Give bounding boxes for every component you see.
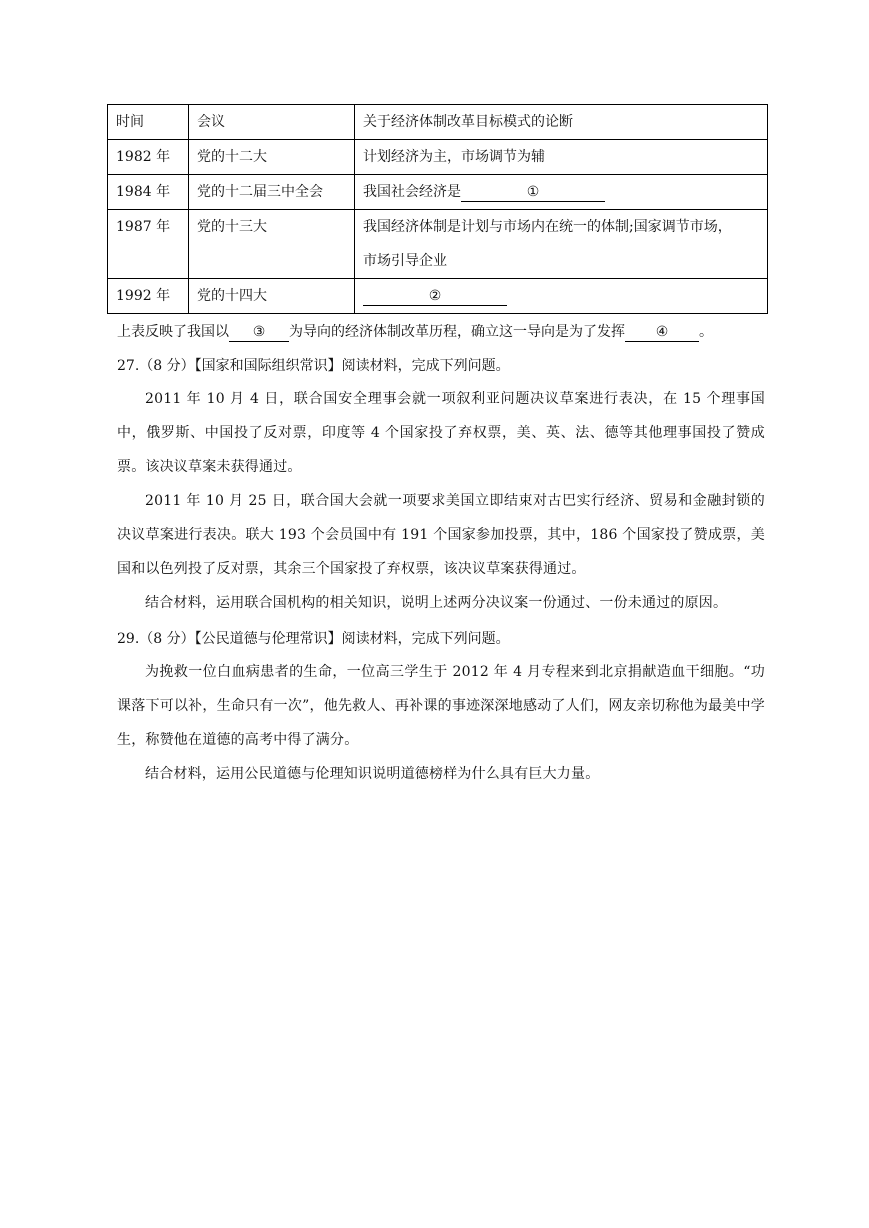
summary-text-3: 。 (699, 324, 713, 340)
row-statement: 计划经济为主，市场调节为辅 (355, 140, 768, 175)
table-row (108, 279, 768, 314)
row-year: 1982 年 (108, 140, 189, 175)
row-meeting: 党的十二大 (189, 140, 355, 175)
row-meeting: 党的十四大 (189, 279, 355, 314)
statement-prefix: 我国社会经济是 (363, 184, 461, 200)
summary-text-2: 为导向的经济体制改革历程，确立这一导向是为了发挥 (289, 324, 625, 340)
summary-text-1: 上表反映了我国以 (117, 324, 229, 340)
table-row (108, 140, 768, 175)
fill-blank-2[interactable]: ② (363, 287, 507, 306)
question-27-material-2: 2011 年 10 月 25 日，联合国大会就一项要求美国立即结束对古巴实行经济、贸易和金融封锁的决议草案进行表决。联大 193 个会员国中有 191 个国家参加投票，其中，186 个国家投了赞成票，美国和以色列投了反对票，其余三个国家投了弃权票，该决议草案获得通过。 (117, 493, 765, 577)
row-year: 1987 年 (108, 210, 189, 279)
header-statement: 关于经济体制改革目标模式的论断 (355, 105, 768, 140)
fill-blank-3[interactable]: ③ (229, 323, 289, 342)
fill-blank-1[interactable]: ① (461, 183, 605, 202)
row-year: 1984 年 (108, 175, 189, 210)
row-statement (355, 210, 768, 279)
row-year: 1992 年 (108, 279, 189, 314)
question-27-material-1: 2011 年 10 月 4 日，联合国安全理事会就一项叙利亚问题决议草案进行表决，在 15 个理事国中，俄罗斯、中国投了反对票，印度等 4 个国家投了弃权票，美、英、法、德等其他理事国投了赞成票。该决议草案未获得通过。 (117, 391, 765, 475)
row-meeting: 党的十二届三中全会 (189, 175, 355, 210)
reform-table (107, 104, 768, 314)
question-29-prompt: 结合材料，运用公民道德与伦理知识说明道德榜样为什么具有巨大力量。 (145, 766, 600, 782)
question-29-heading: 29.（8 分）【公民道德与伦理常识】阅读材料，完成下列问题。 (117, 631, 510, 647)
statement-line-2: 市场引导企业 (363, 253, 447, 269)
fill-blank-4[interactable]: ④ (625, 323, 699, 342)
table-row (108, 210, 768, 279)
question-27-prompt: 结合材料，运用联合国机构的相关知识，说明上述两分决议案一份通过、一份未通过的原因。 (145, 595, 728, 611)
row-statement (355, 279, 768, 314)
table-summary (117, 321, 767, 342)
statement-line-1: 我国经济体制是计划与市场内在统一的体制;国家调节市场， (363, 219, 732, 235)
header-time: 时间 (108, 105, 189, 140)
header-meeting: 会议 (189, 105, 355, 140)
row-statement (355, 175, 768, 210)
table-header-row (108, 105, 768, 140)
table-row (108, 175, 768, 210)
question-29-material: 为挽救一位白血病患者的生命，一位高三学生于 2012 年 4 月专程来到北京捐献造血干细胞。“功课落下可以补，生命只有一次”，他先救人、再补课的事迹深深地感动了人们，网友亲切称他为最美中学生，称赞他在道德的高考中得了满分。 (117, 664, 765, 748)
question-27-heading: 27.（8 分）【国家和国际组织常识】阅读材料，完成下列问题。 (117, 358, 510, 374)
row-meeting: 党的十三大 (189, 210, 355, 279)
